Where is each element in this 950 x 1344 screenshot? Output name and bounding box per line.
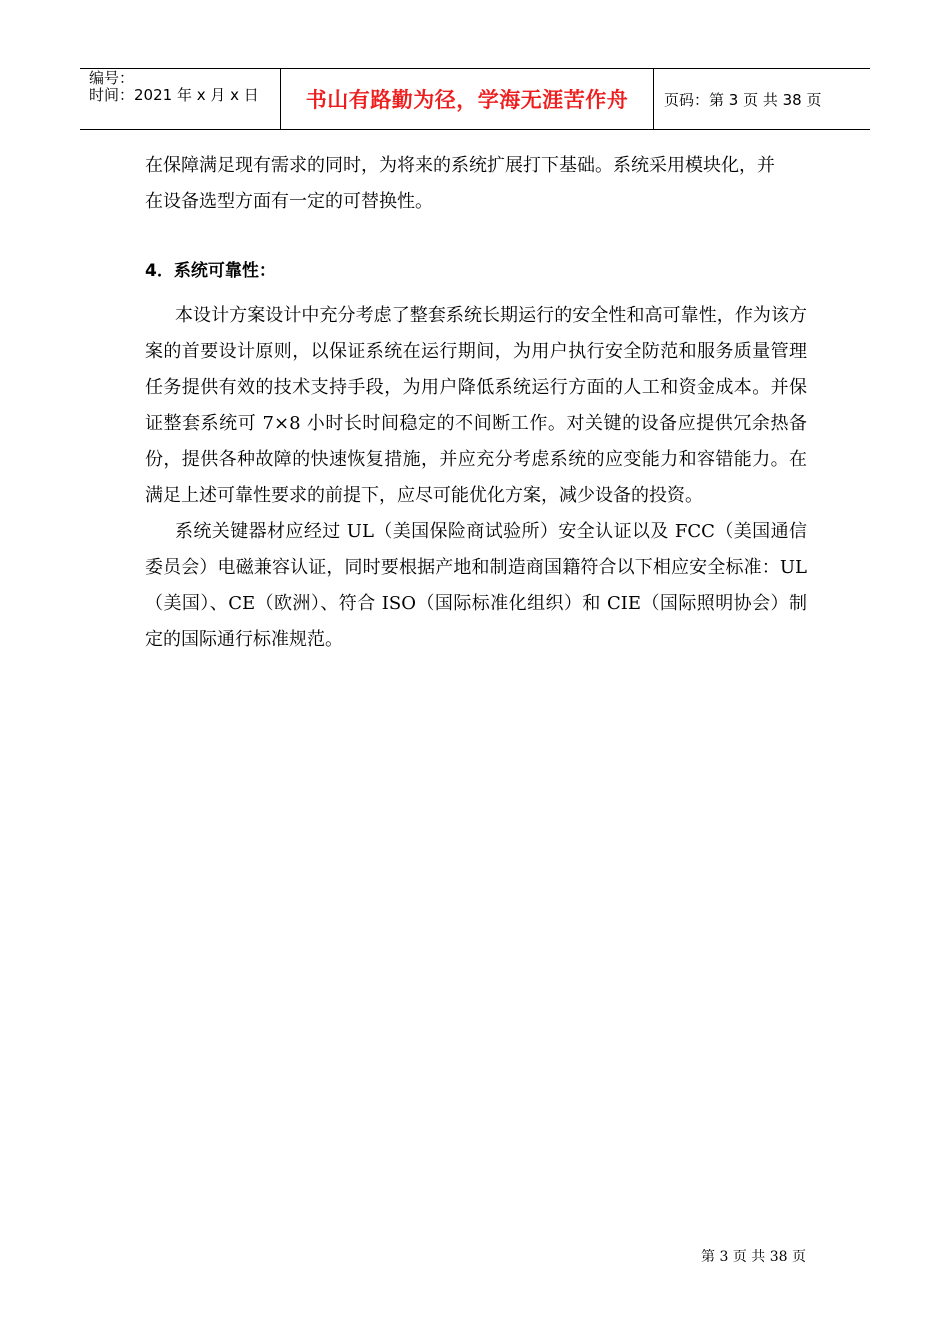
header-meta bbox=[80, 69, 281, 129]
section-heading: 4．系统可靠性： bbox=[145, 261, 276, 281]
page-footer: 第 3 页 共 38 页 bbox=[701, 1249, 806, 1265]
document-time-label: 时间：2021 年 x 月 x 日 bbox=[89, 86, 259, 104]
header-page-info: 页码：第 3 页 共 38 页 bbox=[664, 90, 822, 109]
intro-line-1: 在保障满足现有需求的同时，为将来的系统扩展打下基础。系统采用模块化，并 bbox=[145, 155, 775, 176]
intro-paragraph bbox=[145, 148, 807, 220]
main-body bbox=[145, 298, 807, 658]
certification-paragraph: 系统关键器材应经过 UL（美国保险商试验所）安全认证以及 FCC（美国通信委员会）电磁兼容认证，同时要根据产地和制造商国籍符合以下相应安全标准：UL（美国）、CE（欧洲）、符合 ISO（国际标准化组织）和 CIE（国际照明协会）制定的国际通行标准规范。 bbox=[145, 521, 807, 650]
reliability-paragraph: 本设计方案设计中充分考虑了整套系统长期运行的安全性和高可靠性，作为该方案的首要设计原则，以保证系统在运行期间，为用户执行安全防范和服务质量管理任务提供有效的技术支持手段，为用户降低系统运行方面的人工和资金成本。并保证整套系统可 7×8 小时长时间稳定的不间断工作。对关键的设备应提供冗余热备份，提供各种故障的快速恢复措施，并应充分考虑系统的应变能力和容错能力。在满足上述可靠性要求的前提下，应尽可能优化方案，减少设备的投资。 bbox=[145, 305, 807, 506]
header-slogan: 书山有路勤为径，学海无涯苦作舟 bbox=[281, 69, 654, 129]
page-header bbox=[80, 68, 870, 130]
intro-line-2: 在设备选型方面有一定的可替换性。 bbox=[145, 191, 433, 212]
document-number-label: 编号： bbox=[89, 69, 135, 87]
